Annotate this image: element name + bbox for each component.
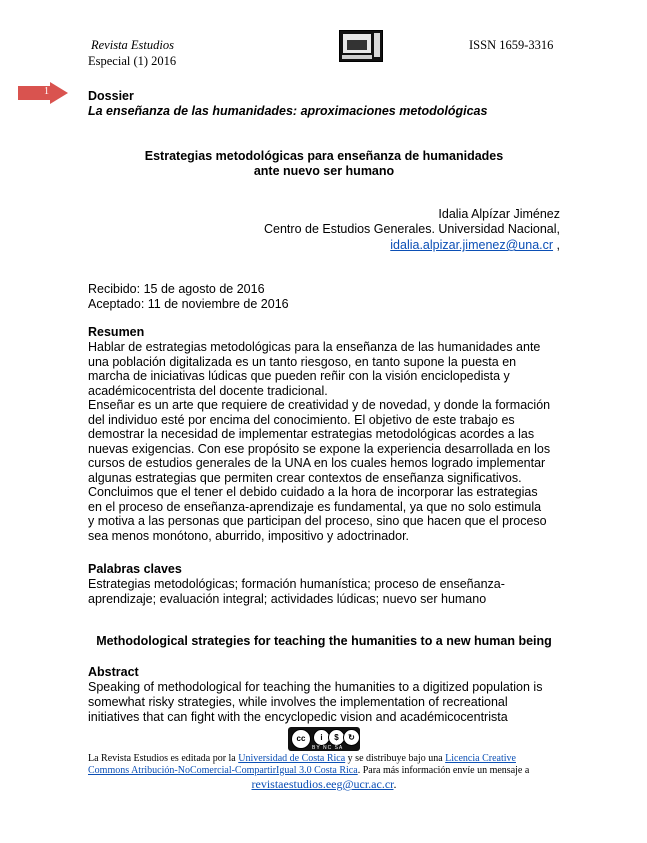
abstract-line: somewhat risky strategies, while involves the implementation of recreational xyxy=(88,695,508,709)
resumen-line: Hablar de estrategias metodológicas para la enseñanza de las humanidades ante xyxy=(88,340,541,354)
journal-logo xyxy=(339,30,383,62)
keywords-line: aprendizaje; evaluación integral; actividades lúdicas; nuevo ser humano xyxy=(88,592,487,606)
received-date: Recibido: 15 de agosto de 2016 xyxy=(88,282,265,296)
issn: ISSN 1659-3316 xyxy=(469,38,554,52)
license-notice xyxy=(88,753,560,790)
resumen-line: nuevas exigencias. Con ese propósito se expone la experiencia desarrollada en los xyxy=(88,441,551,456)
dossier-subtitle: La enseñanza de las humanidades: aproximaciones metodológicas xyxy=(88,104,488,118)
resumen-line: académicocentrista del docente tradicional. xyxy=(88,383,328,398)
journal-name: Revista Estudios xyxy=(91,38,174,52)
resumen-line: y motiva a las personas que participan del proceso, sino que hacen que el proceso xyxy=(88,514,547,528)
resumen-line: una población digitalizada es un tanto riesgoso, en tanto supone la puesta en xyxy=(88,354,517,369)
creative-commons-icon[interactable] xyxy=(288,727,360,751)
cc-badge-label: BY NC SA xyxy=(312,745,344,751)
resumen-line: cursos de estudios generales de la UNA en los cuales hemos logrado implementar xyxy=(88,456,546,470)
cc-nc-icon: $ xyxy=(328,729,345,746)
license-link-part2[interactable]: Commons Atribución-NoComercial-CompartirIgual 3.0 Costa Rica xyxy=(88,765,358,776)
footer-text1: La Revista Estudios es editada por la xyxy=(88,753,239,764)
email-suffix: , xyxy=(553,238,560,252)
article-title-line2: ante nuevo ser humano xyxy=(253,164,395,178)
license-line3 xyxy=(88,778,560,790)
keywords-line: Estrategias metodológicas; formación humanística; proceso de enseñanza- xyxy=(88,577,505,591)
license-line1 xyxy=(88,753,560,765)
resumen-heading: Resumen xyxy=(88,325,145,339)
keywords-body xyxy=(88,577,560,607)
footer-text2: y se distribuye bajo una xyxy=(345,753,446,764)
resumen-line: Concluimos que el tener el debido cuidado a la hora de incorporar las estrategias xyxy=(88,485,538,499)
resumen-line: demostrar la necesidad de implementar estrategias metodológicas acordes a las xyxy=(88,427,535,441)
resumen-line: Enseñar es un arte que requiere de creatividad y de novedad, y donde la formación xyxy=(88,398,551,412)
abstract-heading: Abstract xyxy=(88,665,139,679)
keywords-heading: Palabras claves xyxy=(88,562,182,576)
abstract-line: initiatives that can fight with the encyclopedic vision and académicocentrista xyxy=(88,710,508,724)
resumen-line: del individuo esté por encima del conocimiento. El objetivo de este trabajo es xyxy=(88,412,515,427)
cc-by-icon: i xyxy=(313,729,330,746)
footer-text3: . Para más información envíe un mensaje a xyxy=(357,765,530,776)
red-arrow-icon xyxy=(18,82,68,104)
cc-sa-icon: ↻ xyxy=(343,729,360,746)
cc-logo-icon: cc xyxy=(291,729,311,749)
journal-issue: Especial (1) 2016 xyxy=(88,54,177,68)
author-email-link[interactable]: idalia.alpizar.jimenez@una.cr xyxy=(390,238,554,252)
author-affiliation: Centro de Estudios Generales. Universidad Nacional, xyxy=(264,222,560,236)
ucr-link[interactable]: Universidad de Costa Rica xyxy=(238,753,346,764)
resumen-line: en el proceso de enseñanza-aprendizaje es fundamental, ya que no solo estimula xyxy=(88,499,542,514)
marker-number: 1 xyxy=(44,86,49,97)
license-line2 xyxy=(88,765,560,777)
english-title: Methodological strategies for teaching the humanities to a new human being xyxy=(96,634,552,648)
accepted-date: Aceptado: 11 de noviembre de 2016 xyxy=(88,297,289,311)
resumen-line: marcha de iniciativas lúdicas que pueden reñir con la visión enciclopedista y xyxy=(88,369,510,383)
license-link-part1[interactable]: Licencia Creative xyxy=(445,753,516,764)
abstract-body xyxy=(88,680,560,725)
dossier-label: Dossier xyxy=(88,89,134,103)
author-name: Idalia Alpízar Jiménez xyxy=(438,207,560,221)
author-email-line xyxy=(390,238,560,253)
abstract-line: Speaking of methodological for teaching the humanities to a digitized population is xyxy=(88,680,543,694)
footer-email-suffix: . xyxy=(393,777,397,791)
article-title-line1: Estrategias metodológicas para enseñanza de humanidades xyxy=(144,149,504,163)
resumen-line: algunas estrategias que permiten crear contextos de enseñanza significativos. xyxy=(88,470,522,485)
journal-email-link[interactable]: revistaestudios.eeg@ucr.ac.cr xyxy=(251,777,394,791)
resumen-body xyxy=(88,340,560,543)
resumen-line: sea menos monótono, aburrido, impositivo y adoctrinador. xyxy=(88,528,410,543)
